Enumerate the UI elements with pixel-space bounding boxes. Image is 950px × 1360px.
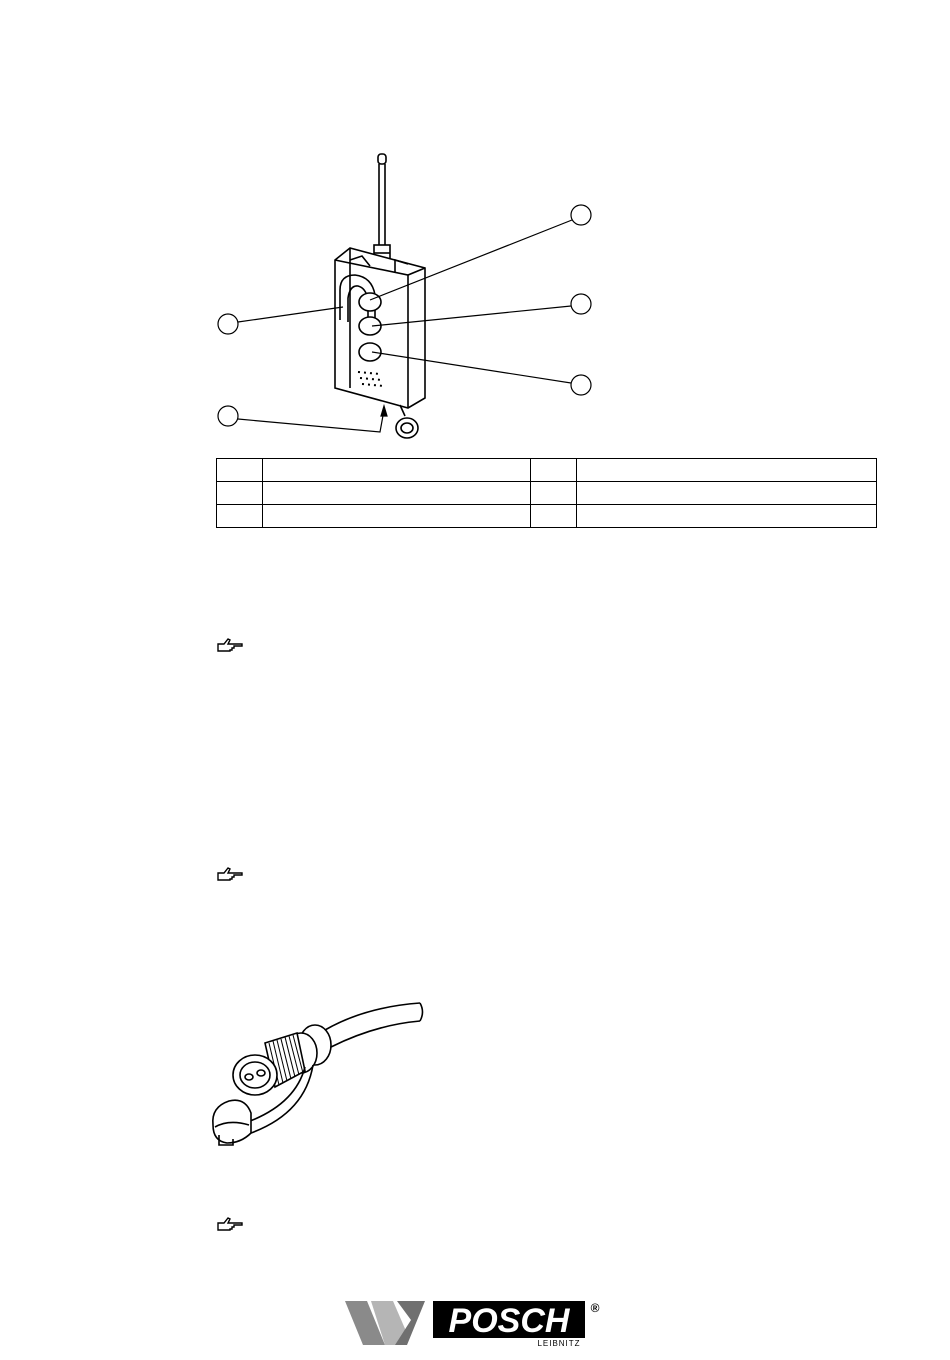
registered-mark: ® [590, 1301, 600, 1315]
remote-control-figure [200, 140, 620, 450]
table-row [217, 482, 877, 505]
table-row [217, 505, 877, 528]
posch-logo [345, 1298, 605, 1348]
logo-subtext: LEIBNITZ [537, 1339, 581, 1348]
legend-text [577, 505, 877, 528]
legend-number [217, 459, 263, 482]
pointing-hand-icon [216, 637, 244, 653]
table-row [217, 459, 877, 482]
pointing-hand-icon [216, 866, 244, 882]
legend-text [577, 459, 877, 482]
legend-text [263, 459, 531, 482]
legend-table [216, 458, 877, 528]
legend-text [263, 505, 531, 528]
legend-number [531, 482, 577, 505]
housing [335, 248, 425, 438]
legend-text [263, 482, 531, 505]
legend-number [217, 482, 263, 505]
cable-plug-figure [205, 995, 425, 1155]
logo-text: POSCH [448, 1302, 570, 1340]
pointing-hand-icon [216, 1216, 244, 1232]
legend-number [531, 505, 577, 528]
legend-text [577, 482, 877, 505]
legend-number [217, 505, 263, 528]
legend-number [531, 459, 577, 482]
